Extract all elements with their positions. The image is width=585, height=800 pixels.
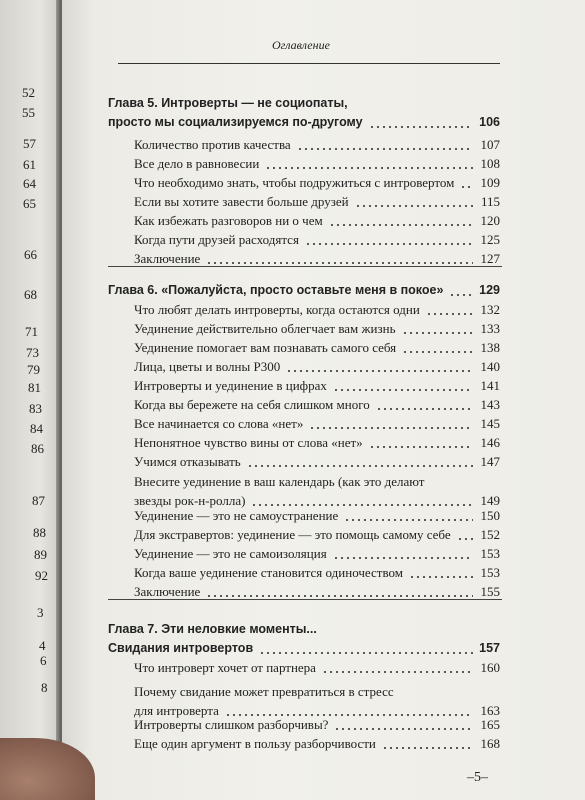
page-ref: 163 bbox=[480, 703, 500, 718]
leader-dots bbox=[334, 728, 473, 730]
page-ref: 147 bbox=[480, 454, 500, 469]
left-page-number: 4 bbox=[39, 638, 46, 653]
page-ref: 165 bbox=[480, 717, 500, 732]
page-ref: 153 bbox=[480, 565, 500, 580]
leader-dots bbox=[333, 557, 474, 559]
page-number: –5– bbox=[467, 770, 488, 785]
page-ref: 146 bbox=[480, 435, 500, 450]
left-page-number: 84 bbox=[30, 421, 43, 436]
entry-title-line: Что интроверт хочет от партнера bbox=[134, 660, 316, 675]
page-ref: 141 bbox=[480, 378, 500, 393]
page-ref: 115 bbox=[480, 194, 500, 209]
chapter-title-line: Свидания интровертов bbox=[108, 641, 254, 655]
leader-dots bbox=[309, 427, 473, 429]
page-ref: 153 bbox=[480, 546, 500, 561]
entry-title-line: Когда пути друзей расходятся bbox=[134, 232, 299, 247]
entry-title-line: Интроверты и уединение в цифрах bbox=[134, 378, 327, 393]
leader-dots bbox=[369, 126, 474, 128]
chapter-separator bbox=[108, 266, 502, 267]
page-ref: 133 bbox=[480, 321, 500, 336]
entry-title-line: Как избежать разговоров ни о чем bbox=[134, 213, 323, 228]
leader-dots bbox=[206, 595, 473, 597]
page-ref: 127 bbox=[480, 251, 500, 266]
page-ref: 157 bbox=[479, 641, 500, 655]
leader-dots bbox=[206, 262, 473, 264]
leader-dots bbox=[297, 148, 474, 150]
page-ref: 106 bbox=[479, 115, 500, 129]
entry-title-line: Заключение bbox=[134, 251, 201, 266]
leader-dots bbox=[286, 370, 473, 372]
left-page-number: 79 bbox=[27, 362, 40, 377]
page-ref: 149 bbox=[480, 493, 500, 508]
entry-title-line: звезды рок-н-ролла) bbox=[134, 493, 246, 508]
page-ref: 155 bbox=[480, 584, 500, 599]
left-page-number: 64 bbox=[23, 176, 36, 191]
page-ref: 140 bbox=[480, 359, 500, 374]
left-page-number: 83 bbox=[29, 401, 42, 416]
leader-dots bbox=[305, 243, 473, 245]
leader-dots bbox=[265, 167, 473, 169]
left-page-number: 57 bbox=[23, 136, 36, 151]
leader-dots bbox=[402, 332, 474, 334]
leader-dots bbox=[460, 186, 473, 188]
leader-dots bbox=[409, 576, 473, 578]
page-ref: 138 bbox=[480, 340, 500, 355]
chapter-title-line: Глава 5. Интроверты — не социопаты, bbox=[108, 96, 348, 110]
leader-dots bbox=[329, 224, 474, 226]
page-ref: 168 bbox=[480, 736, 500, 751]
page-ref: 150 bbox=[480, 508, 500, 523]
left-page-number: 8 bbox=[41, 680, 48, 695]
page-ref: 108 bbox=[480, 156, 500, 171]
page-ref: 132 bbox=[480, 302, 500, 317]
leader-dots bbox=[382, 747, 474, 749]
left-page-number: 3 bbox=[37, 605, 44, 620]
left-page-number: 87 bbox=[32, 493, 45, 508]
left-page-number: 68 bbox=[24, 287, 37, 302]
entry-title-line: Для экстравертов: уединение — это помощь самому себе bbox=[134, 527, 451, 542]
entry-title-line: Количество против качества bbox=[134, 137, 291, 152]
leader-dots bbox=[259, 652, 473, 654]
left-page-number: 88 bbox=[33, 525, 46, 540]
entry-title-line: Лица, цветы и волны Р300 bbox=[134, 359, 281, 374]
entry-title-line: Уединение помогает вам познавать самого себя bbox=[134, 340, 397, 355]
entry-title-line: Что необходимо знать, чтобы подружиться с интровертом bbox=[134, 175, 455, 190]
entry-title-line: Интроверты слишком разборчивы? bbox=[134, 717, 329, 732]
header-rule bbox=[118, 63, 500, 64]
leader-dots bbox=[426, 313, 474, 315]
entry-title-line: Учимся отказывать bbox=[134, 454, 241, 469]
left-page-number: 86 bbox=[31, 441, 44, 456]
chapter-title-line: Глава 6. «Пожалуйста, просто оставьте меня в покое» bbox=[108, 283, 444, 297]
entry-title-line: Все начинается со слова «нет» bbox=[134, 416, 304, 431]
entry-title-line: Еще один аргумент в пользу разборчивости bbox=[134, 736, 376, 751]
leader-dots bbox=[449, 294, 473, 296]
page-ref: 152 bbox=[480, 527, 500, 542]
chapter-title-line: просто мы социализируемся по-другому bbox=[108, 115, 363, 129]
left-page-number: 55 bbox=[22, 105, 35, 120]
page-ref: 145 bbox=[480, 416, 500, 431]
left-page-number: 6 bbox=[40, 653, 47, 668]
left-page-number: 61 bbox=[23, 157, 36, 172]
page-ref: 143 bbox=[480, 397, 500, 412]
entry-title-line: Когда ваше уединение становится одиночеством bbox=[134, 565, 403, 580]
entry-title-line: для интроверта bbox=[134, 703, 219, 718]
leader-dots bbox=[333, 389, 474, 391]
entry-title-line: Уединение — это не самоизоляция bbox=[134, 546, 327, 561]
leader-dots bbox=[457, 538, 474, 540]
page-ref: 107 bbox=[480, 137, 500, 152]
left-page-number: 73 bbox=[26, 345, 39, 360]
entry-title-line: Уединение действительно облегчает вам жизнь bbox=[134, 321, 396, 336]
left-page-number: 71 bbox=[25, 324, 38, 339]
chapter-separator bbox=[108, 599, 502, 600]
entry-title-line: Все дело в равновесии bbox=[134, 156, 260, 171]
entry-title-line: Когда вы бережете на себя слишком много bbox=[134, 397, 370, 412]
left-page-number: 81 bbox=[28, 380, 41, 395]
leader-dots bbox=[251, 504, 473, 506]
leader-dots bbox=[355, 205, 474, 207]
left-page bbox=[0, 0, 58, 800]
page-ref: 120 bbox=[480, 213, 500, 228]
page-ref: 125 bbox=[480, 232, 500, 247]
entry-title-line: Непонятное чувство вины от слова «нет» bbox=[134, 435, 363, 450]
leader-dots bbox=[225, 714, 474, 716]
entry-title-line: Уединение — это не самоустранение bbox=[134, 508, 339, 523]
leader-dots bbox=[369, 446, 474, 448]
left-page-number: 52 bbox=[22, 85, 35, 100]
chapter-title-line: Глава 7. Эти неловкие моменты... bbox=[108, 622, 317, 636]
entry-title-line: Почему свидание может превратиться в стресс bbox=[134, 684, 394, 699]
leader-dots bbox=[344, 519, 473, 521]
entry-title-line: Что любят делать интроверты, когда остаются одни bbox=[134, 302, 420, 317]
left-page-number: 65 bbox=[23, 196, 36, 211]
entry-title-line: Заключение bbox=[134, 584, 201, 599]
left-page-number: 66 bbox=[24, 247, 37, 262]
page-ref: 160 bbox=[480, 660, 500, 675]
entry-title-line: Если вы хотите завести больше друзей bbox=[134, 194, 349, 209]
page-header: Оглавление bbox=[272, 38, 330, 52]
entry-title-line: Внесите уединение в ваш календарь (как это делают bbox=[134, 474, 425, 489]
left-page-number: 92 bbox=[35, 568, 48, 583]
left-page-numbers bbox=[0, 0, 58, 800]
leader-dots bbox=[247, 465, 474, 467]
left-page-number: 89 bbox=[34, 547, 47, 562]
leader-dots bbox=[322, 671, 473, 673]
leader-dots bbox=[376, 408, 474, 410]
page-ref: 109 bbox=[480, 175, 500, 190]
page-ref: 129 bbox=[479, 283, 500, 297]
leader-dots bbox=[402, 351, 473, 353]
